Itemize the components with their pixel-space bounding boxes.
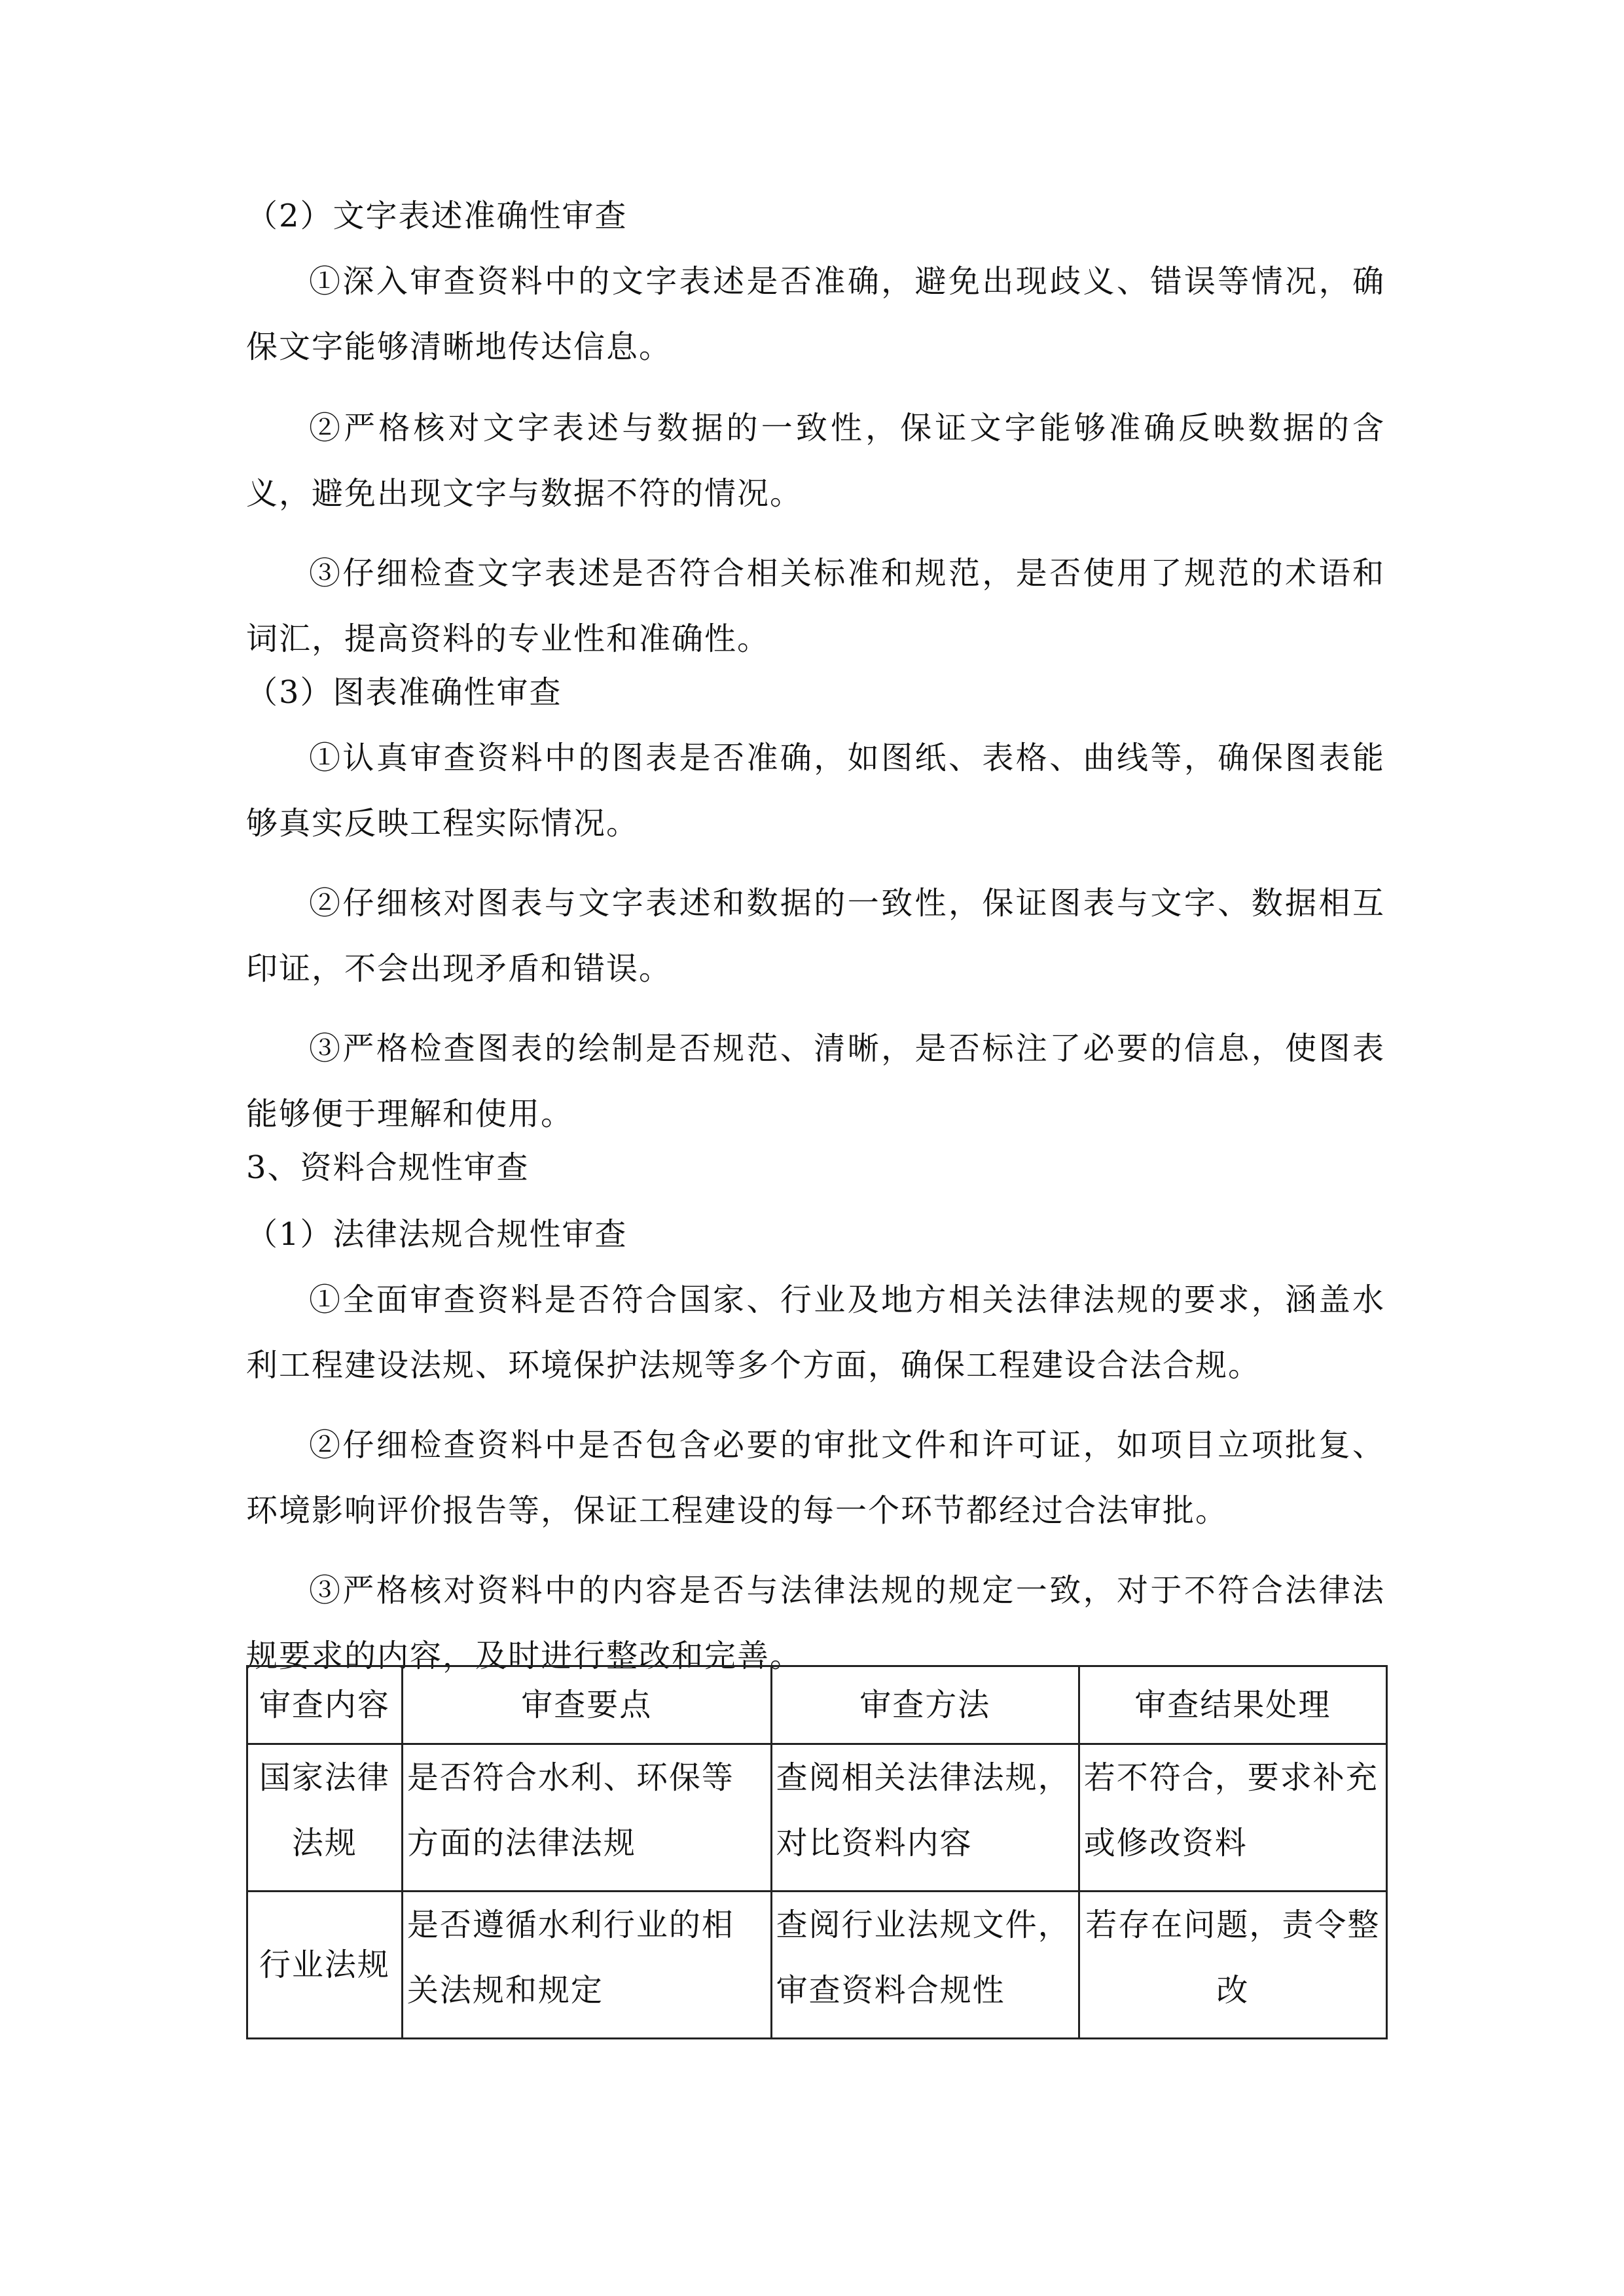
section-title-law-compliance: （1）法律法规合规性审查 xyxy=(246,1216,628,1253)
table-header-cell: 审查方法 xyxy=(771,1666,1079,1744)
table-header-row xyxy=(247,1666,1387,1744)
paragraph-law-compliance-3: ③严格核对资料中的内容是否与法律法规的规定一致，对于不符合法律法规要求的内容，及时进行整改和完善。 xyxy=(246,1572,1385,1674)
table-header-cell: 审查结果处理 xyxy=(1079,1666,1386,1744)
table-cell: 查阅行业法规文件，审查资料合规性 xyxy=(771,1892,1079,2039)
table-cell: 是否遵循水利行业的相关法规和规定 xyxy=(402,1892,771,2039)
table-row xyxy=(247,1744,1387,1892)
table-cell: 行业法规 xyxy=(247,1892,403,2039)
paragraph-text-accuracy-2: ②严格核对文字表述与数据的一致性，保证文字能够准确反映数据的含义，避免出现文字与数据不符的情况。 xyxy=(246,410,1385,512)
table-cell: 若不符合，要求补充或修改资料 xyxy=(1079,1744,1386,1892)
paragraph-text-accuracy-1: ①深入审查资料中的文字表述是否准确，避免出现歧义、错误等情况，确保文字能够清晰地传达信息。 xyxy=(246,263,1385,365)
table-cell: 若存在问题，责令整改 xyxy=(1079,1892,1386,2039)
paragraph-law-compliance-1: ①全面审查资料是否符合国家、行业及地方相关法律法规的要求，涵盖水利工程建设法规、环境保护法规等多个方面，确保工程建设合法合规。 xyxy=(246,1282,1385,1384)
compliance-review-table xyxy=(246,1665,1388,2039)
table-row xyxy=(247,1892,1387,2039)
table-cell: 查阅相关法律法规，对比资料内容 xyxy=(771,1744,1079,1892)
section-title-compliance: 3、资料合规性审查 xyxy=(246,1149,530,1186)
paragraph-chart-accuracy-3: ③严格检查图表的绘制是否规范、清晰，是否标注了必要的信息，使图表能够便于理解和使用。 xyxy=(246,1030,1385,1132)
section-title-chart-accuracy: （3）图表准确性审查 xyxy=(246,674,562,711)
paragraph-chart-accuracy-2: ②仔细核对图表与文字表述和数据的一致性，保证图表与文字、数据相互印证，不会出现矛盾和错误。 xyxy=(246,885,1385,987)
table-header-cell: 审查要点 xyxy=(402,1666,771,1744)
paragraph-chart-accuracy-1: ①认真审查资料中的图表是否准确，如图纸、表格、曲线等，确保图表能够真实反映工程实际情况。 xyxy=(246,740,1385,842)
table-cell: 是否符合水利、环保等方面的法律法规 xyxy=(402,1744,771,1892)
table-header-cell: 审查内容 xyxy=(247,1666,403,1744)
section-title-text-accuracy: （2）文字表述准确性审查 xyxy=(246,198,628,234)
table-cell: 国家法律法规 xyxy=(247,1744,403,1892)
paragraph-text-accuracy-3: ③仔细检查文字表述是否符合相关标准和规范，是否使用了规范的术语和词汇，提高资料的专业性和准确性。 xyxy=(246,555,1385,657)
paragraph-law-compliance-2: ②仔细检查资料中是否包含必要的审批文件和许可证，如项目立项批复、环境影响评价报告等，保证工程建设的每一个环节都经过合法审批。 xyxy=(246,1427,1385,1529)
